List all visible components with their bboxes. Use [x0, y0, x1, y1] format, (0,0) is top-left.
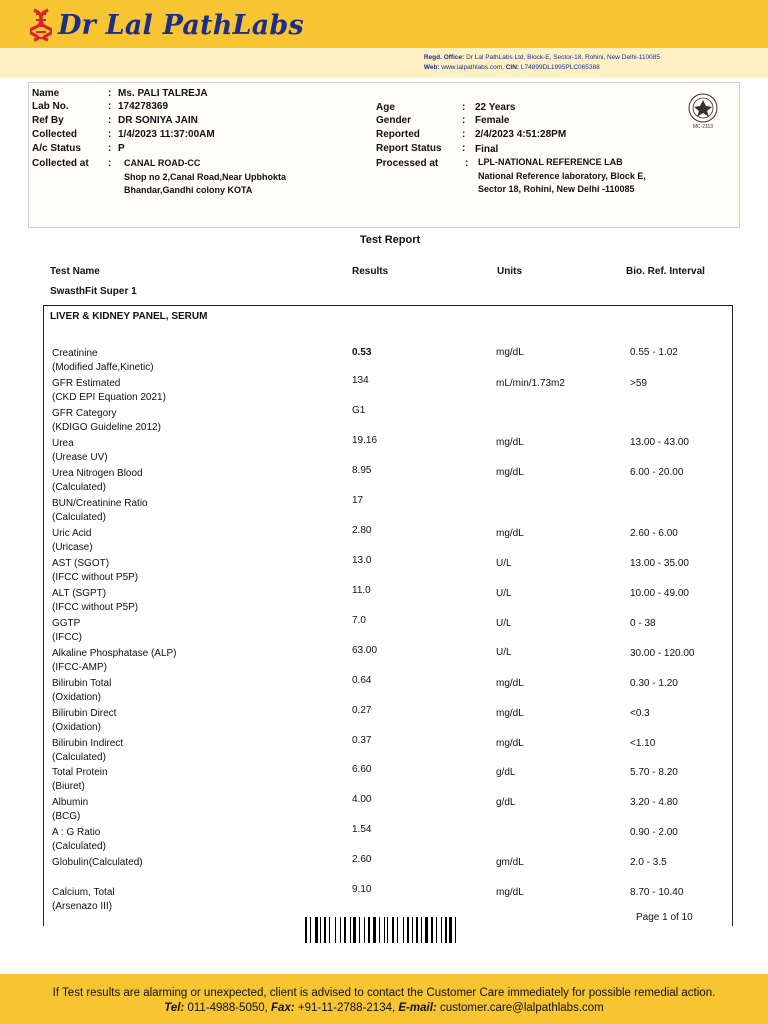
- cin-value: L74899DL1995PLC065388: [520, 64, 600, 71]
- barcode-bar: [352, 917, 353, 943]
- test-method: (Arsenazo III): [52, 901, 113, 912]
- test-name: Urea Nitrogen Blood: [52, 468, 143, 479]
- test-method: (BCG): [52, 811, 81, 822]
- barcode-bar: [371, 917, 372, 943]
- barcode-bar: [344, 917, 346, 943]
- test-ref: 13.00 - 43.00: [630, 437, 689, 448]
- test-unit: mg/dL: [496, 467, 524, 478]
- barcode-bar: [421, 917, 422, 943]
- barcode-bar: [340, 917, 341, 943]
- barcode-bar: [412, 917, 413, 943]
- test-ref: 0.90 - 2.00: [630, 827, 678, 838]
- test-method: (Oxidation): [52, 692, 101, 703]
- patient-name: Ms. PALI TALREJA: [118, 88, 208, 99]
- test-result: 134: [352, 375, 369, 386]
- test-name: A : G Ratio: [52, 827, 101, 838]
- table-row: [52, 647, 732, 677]
- tel-label: Tel:: [164, 1002, 185, 1014]
- accreditation-seal-icon: [683, 92, 723, 130]
- barcode-bar: [324, 917, 326, 943]
- test-method: (Urease UV): [52, 452, 108, 463]
- referring-doctor: DR SONIYA JAIN: [118, 115, 198, 126]
- barcode-bar: [381, 917, 383, 943]
- test-name: Uric Acid: [52, 528, 92, 539]
- table-row: [52, 527, 732, 557]
- colon: :: [108, 115, 112, 126]
- fax-label: Fax:: [271, 1002, 295, 1014]
- colon: :: [462, 115, 466, 126]
- test-name: BUN/Creatinine Ratio: [52, 498, 148, 509]
- test-result: 2.80: [352, 525, 372, 536]
- regd-office-address: Dr Lal PathLabs Ltd, Block-E, Sector-18, Rohini, New Delhi-110085: [466, 54, 660, 61]
- fax-number: +91-11-2788-2134,: [297, 1002, 396, 1014]
- test-result: 0.37: [352, 735, 372, 746]
- test-method: (Modified Jaffe,Kinetic): [52, 362, 154, 373]
- acstatus-label: A/c Status: [32, 143, 81, 154]
- barcode-bar: [368, 917, 370, 943]
- barcode-bar: [361, 917, 363, 943]
- test-result: 1.54: [352, 824, 372, 835]
- dna-helix-icon: [30, 8, 52, 42]
- barcode-bar: [443, 917, 444, 943]
- test-name: Creatinine: [52, 348, 98, 359]
- test-result: 6.60: [352, 764, 372, 775]
- barcode-bar: [389, 917, 391, 943]
- table-row: [52, 766, 732, 796]
- test-result: 0.27: [352, 705, 372, 716]
- collected-at: [124, 157, 286, 198]
- test-name: Calcium, Total: [52, 887, 115, 898]
- barcode-bar: [337, 917, 339, 943]
- footer-notice: If Test results are alarming or unexpected, client is advised to contact the Customer Care immediately for possible remedial action.: [52, 987, 716, 999]
- test-result: 7.0: [352, 615, 366, 626]
- test-unit: mL/min/1.73m2: [496, 378, 565, 389]
- colon: :: [462, 129, 466, 140]
- test-method: (KDIGO Guideline 2012): [52, 422, 161, 433]
- test-unit: mg/dL: [496, 738, 524, 749]
- test-name: Bilirubin Total: [52, 678, 112, 689]
- test-ref: 6.00 - 20.00: [630, 467, 684, 478]
- regd-office-label: Regd. Office:: [423, 54, 465, 61]
- barcode-bar: [414, 917, 416, 943]
- barcode-bar: [455, 917, 456, 943]
- barcode-bar: [423, 917, 424, 943]
- col-results: Results: [352, 266, 389, 277]
- collected-label: Collected: [32, 129, 78, 140]
- lab-number: 174278369: [118, 101, 169, 112]
- collected-datetime: 1/4/2023 11:37:00AM: [118, 129, 215, 140]
- barcode-bar: [441, 917, 442, 943]
- barcode-bar: [310, 917, 311, 943]
- test-name: GFR Estimated: [52, 378, 121, 389]
- test-ref: 0.30 - 1.20: [630, 678, 678, 689]
- test-result: 19.16: [352, 435, 378, 446]
- barcode-bar: [419, 917, 420, 943]
- barcode-bar: [438, 917, 440, 943]
- test-result: 13.0: [352, 555, 372, 566]
- test-unit: mg/dL: [496, 528, 524, 539]
- test-result: 0.64: [352, 675, 372, 686]
- barcode: [305, 917, 460, 943]
- patient-gender: Female: [475, 115, 510, 126]
- email-label: E-mail:: [398, 1002, 437, 1014]
- barcode-bar: [353, 917, 356, 943]
- reported-label: Reported: [376, 129, 420, 140]
- table-row: [52, 377, 732, 407]
- colon: :: [465, 158, 469, 169]
- barcode-bar: [315, 917, 318, 943]
- barcode-bar: [322, 917, 323, 943]
- footer-bar: [0, 974, 768, 1024]
- test-name: Bilirubin Indirect: [52, 738, 124, 749]
- test-name: Total Protein: [52, 767, 108, 778]
- table-row: [52, 796, 732, 826]
- barcode-bar: [445, 917, 447, 943]
- tel-number[interactable]: 011-4988-5050,: [187, 1002, 268, 1014]
- colon: :: [108, 129, 112, 140]
- barcode-bar: [416, 917, 418, 943]
- test-name: Albumin: [52, 797, 89, 808]
- test-ref: 5.70 - 8.20: [630, 767, 678, 778]
- gender-label: Gender: [376, 115, 412, 126]
- collected-at-center: CANAL ROAD-CC: [124, 158, 201, 168]
- barcode-bar: [342, 917, 343, 943]
- test-unit: U/L: [496, 558, 512, 569]
- barcode-bar: [405, 917, 406, 943]
- refby-label: Ref By: [32, 115, 64, 126]
- reported-datetime: 2/4/2023 4:51:28PM: [475, 129, 567, 140]
- barcode-bar: [327, 917, 328, 943]
- package-name: SwasthFit Super 1: [50, 286, 137, 297]
- test-unit: U/L: [496, 647, 512, 658]
- barcode-bar: [373, 917, 376, 943]
- test-result: 0.53: [352, 347, 372, 358]
- test-unit: mg/dL: [496, 437, 524, 448]
- barcode-bar: [384, 917, 385, 943]
- web-url[interactable]: www.lalpathlabs.com,: [441, 64, 504, 71]
- seal-code: MC-2113: [692, 124, 714, 130]
- table-row: [52, 347, 732, 377]
- barcode-bar: [434, 917, 435, 943]
- barcode-bar: [399, 917, 402, 943]
- collected-at-address-line1: Shop no 2,Canal Road,Near Upbhokta: [124, 171, 287, 182]
- test-ref: 2.0 - 3.5: [630, 857, 667, 868]
- colon: :: [108, 88, 112, 99]
- barcode-bar: [457, 917, 459, 943]
- test-method: (IFCC-AMP): [52, 662, 107, 673]
- test-ref: 3.20 - 4.80: [630, 797, 678, 808]
- table-row: [52, 587, 732, 617]
- brand-logo: [30, 8, 304, 42]
- barcode-bar: [397, 917, 398, 943]
- barcode-bar: [329, 917, 330, 943]
- test-method: (IFCC without P5P): [52, 572, 139, 583]
- test-ref: 10.00 - 49.00: [630, 588, 689, 599]
- test-unit: g/dL: [496, 797, 516, 808]
- report-title: Test Report: [359, 234, 421, 246]
- table-row: [52, 707, 732, 737]
- brand-name: Dr Lal PathLabs: [58, 9, 304, 41]
- barcode-bar: [357, 917, 358, 943]
- table-row: [52, 826, 732, 856]
- colon: :: [462, 143, 466, 154]
- test-result: 17: [352, 495, 364, 506]
- table-row: [52, 856, 732, 886]
- barcode-bar: [448, 917, 449, 943]
- test-method: (Oxidation): [52, 722, 101, 733]
- barcode-bar: [377, 917, 378, 943]
- test-name: GGTP: [52, 618, 81, 629]
- col-units: Units: [497, 266, 522, 277]
- test-unit: gm/dL: [496, 857, 524, 868]
- barcode-bar: [305, 917, 307, 943]
- test-method: (IFCC): [52, 632, 82, 643]
- panel-title: LIVER & KIDNEY PANEL, SERUM: [50, 311, 208, 322]
- table-row: [52, 557, 732, 587]
- labno-label: Lab No.: [32, 101, 69, 112]
- barcode-bar: [392, 917, 394, 943]
- barcode-bar: [331, 917, 334, 943]
- barcode-bar: [312, 917, 314, 943]
- barcode-bar: [453, 917, 454, 943]
- regd-office: [424, 53, 660, 73]
- barcode-bar: [320, 917, 321, 943]
- test-method: (Calculated): [52, 512, 106, 523]
- collected-at-address-line2: Bhandar,Gandhi colony KOTA: [124, 185, 253, 195]
- barcode-bar: [410, 917, 411, 943]
- web-label: Web:: [423, 64, 440, 71]
- barcode-bar: [403, 917, 404, 943]
- barcode-bar: [335, 917, 336, 943]
- test-ref: <1.10: [630, 738, 656, 749]
- colon: :: [462, 102, 466, 113]
- col-test-name: Test Name: [50, 266, 100, 277]
- test-method: (CKD EPI Equation 2021): [52, 392, 166, 403]
- barcode-bar: [429, 917, 430, 943]
- test-unit: mg/dL: [496, 347, 524, 358]
- table-row: [52, 467, 732, 497]
- test-unit: g/dL: [496, 767, 516, 778]
- test-name: Urea: [52, 438, 74, 449]
- test-ref: 8.70 - 10.40: [630, 887, 684, 898]
- table-row: [52, 886, 732, 916]
- collectedat-label: Collected at: [32, 158, 89, 169]
- patient-age: 22 Years: [475, 102, 516, 113]
- test-ref: <0.3: [630, 708, 650, 719]
- test-unit: mg/dL: [496, 887, 524, 898]
- table-row: [52, 737, 732, 767]
- barcode-bar: [431, 917, 433, 943]
- test-name: AST (SGOT): [52, 558, 110, 569]
- colon: :: [108, 101, 112, 112]
- test-name: Globulin(Calculated): [52, 857, 143, 868]
- table-row: [52, 677, 732, 707]
- table-row: [52, 497, 732, 527]
- barcode-bar: [366, 917, 367, 943]
- test-method: (Uricase): [52, 542, 93, 553]
- barcode-bar: [407, 917, 409, 943]
- processed-at: [478, 156, 646, 197]
- test-method: (Calculated): [52, 752, 106, 763]
- footer-contact: [0, 1002, 768, 1014]
- barcode-bar: [379, 917, 380, 943]
- col-ref-interval: Bio. Ref. Interval: [626, 266, 705, 277]
- barcode-bar: [449, 917, 452, 943]
- barcode-bar: [395, 917, 396, 943]
- test-ref: 0.55 - 1.02: [630, 347, 678, 358]
- test-ref: 0 - 38: [630, 618, 656, 629]
- table-row: [52, 407, 732, 437]
- test-ref: 30.00 - 120.00: [630, 648, 695, 659]
- barcode-bar: [359, 917, 360, 943]
- test-unit: mg/dL: [496, 708, 524, 719]
- reportstatus-label: Report Status: [376, 143, 442, 154]
- test-result: 11.0: [352, 585, 371, 596]
- processed-at-address-line2: Sector 18, Rohini, New Delhi -110085: [478, 184, 635, 194]
- cin-label: CIN:: [505, 64, 520, 71]
- barcode-bar: [436, 917, 437, 943]
- test-unit: mg/dL: [496, 678, 524, 689]
- test-result: 4.00: [352, 794, 372, 805]
- table-row: [52, 437, 732, 467]
- test-result: 9.10: [352, 884, 372, 895]
- test-name: Bilirubin Direct: [52, 708, 117, 719]
- colon: :: [108, 143, 112, 154]
- test-method: (IFCC without P5P): [52, 602, 139, 613]
- table-row: [52, 617, 732, 647]
- email-address[interactable]: customer.care@lalpathlabs.com: [439, 1002, 604, 1014]
- name-label: Name: [32, 88, 60, 99]
- report-status: Final: [475, 144, 499, 155]
- test-name: Alkaline Phosphatase (ALP): [52, 648, 177, 659]
- page-number: Page 1 of 10: [636, 912, 693, 923]
- test-name: GFR Category: [52, 408, 117, 419]
- test-name: ALT (SGPT): [52, 588, 107, 599]
- barcode-bar: [425, 917, 428, 943]
- test-ref: >59: [630, 378, 647, 389]
- barcode-bar: [385, 917, 386, 943]
- test-result: 8.95: [352, 465, 372, 476]
- test-ref: 2.60 - 6.00: [630, 528, 678, 539]
- processed-at-address-line1: National Reference laboratory, Block E,: [478, 170, 646, 181]
- test-result: 2.60: [352, 854, 372, 865]
- barcode-bar: [347, 917, 349, 943]
- test-method: (Calculated): [52, 482, 106, 493]
- barcode-bar: [350, 917, 351, 943]
- ac-status: P: [118, 143, 125, 154]
- colon: :: [108, 158, 112, 169]
- test-method: (Calculated): [52, 841, 106, 852]
- processedat-label: Processed at: [376, 158, 439, 169]
- test-unit: U/L: [496, 618, 512, 629]
- test-unit: U/L: [496, 588, 512, 599]
- test-result: G1: [352, 405, 366, 416]
- test-ref: 13.00 - 35.00: [630, 558, 689, 569]
- barcode-bar: [319, 917, 320, 943]
- barcode-bar: [364, 917, 365, 943]
- barcode-bar: [387, 917, 388, 943]
- test-method: (Biuret): [52, 781, 85, 792]
- processed-at-lab: LPL-NATIONAL REFERENCE LAB: [478, 157, 623, 167]
- age-label: Age: [376, 102, 395, 113]
- barcode-bar: [308, 917, 309, 943]
- test-result: 63.00: [352, 645, 378, 656]
